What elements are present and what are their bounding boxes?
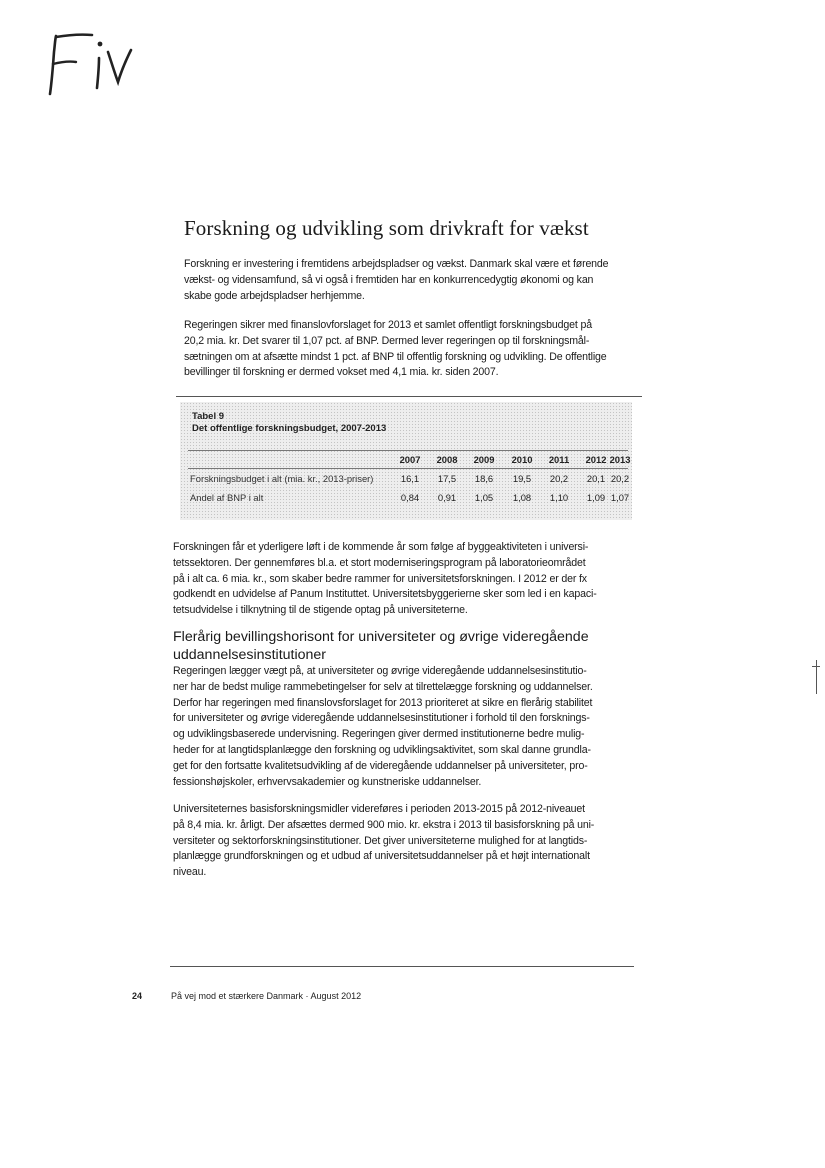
text-line: for universiteter og øvrige videregående uddannelsesinstitutioner i forhold til den forsknings- (173, 712, 590, 725)
table-9 (180, 402, 632, 520)
year-header: 2013 (609, 454, 631, 465)
table-cell: 1,07 (610, 492, 630, 503)
text-line: godkendt en udvidelse af Panum Instituttet. Universitetsbyggerierne sker som led i en kapaci- (173, 588, 597, 601)
table-row-label: Forskningsbudget i alt (mia. kr., 2013-priser) (190, 473, 374, 484)
table-cell: 20,2 (610, 473, 630, 484)
text-line: skabe gode arbejdspladser herhjemme. (184, 289, 365, 302)
table-label: Tabel 9 (192, 411, 225, 422)
year-header: 2008 (436, 454, 458, 465)
text-line: Forskning er investering i fremtidens arbejdspladser og vækst. Danmark skal være et førende (184, 258, 609, 270)
text-line: og udviklingsbaserede undervisning. Regeringen giver dermed institutionerne bedre mulig- (173, 728, 585, 741)
year-header: 2010 (511, 454, 533, 465)
text-line: tetsudvidelse i tilknytning til de stigende optag på universiteterne. (173, 604, 468, 617)
scan-edge-mark (812, 666, 820, 667)
handwritten-note (28, 22, 138, 102)
text-line: Forskningen får et yderligere løft i de kommende år som følge af byggeaktiviteten i universi- (173, 541, 589, 553)
table-cell: 1,05 (474, 492, 494, 503)
paragraph-buildings (173, 540, 648, 619)
text-line: Universiteternes basisforskningsmidler videreføres i perioden 2013-2015 på 2012-niveauet (173, 803, 585, 815)
text-line: niveau. (173, 866, 207, 879)
table-cell: 20,2 (549, 473, 569, 484)
table-row-label: Andel af BNP i alt (190, 492, 264, 503)
section-heading: Flerårig bevillingshorisont for universiteter og øvrige videregående uddannelsesinstitutioner (173, 629, 589, 663)
table-cell: 17,5 (437, 473, 457, 484)
paragraph-horizon (173, 664, 648, 790)
table-cell: 1,09 (586, 492, 606, 503)
paragraph-intro (184, 257, 646, 304)
table-rule (188, 450, 628, 451)
table-cell: 16,1 (400, 473, 420, 484)
table-rule (188, 468, 628, 469)
table-cell: 18,6 (474, 473, 494, 484)
text-line: sætningen om at afsætte mindst 1 pct. af BNP til offentlig forskning og udvikling. De offentlige (184, 350, 607, 363)
text-line: ner har de bedst mulige rammebetingelser for selv at tilrettelægge forskning og uddannelser. (173, 680, 593, 693)
text-line: bevillinger til forskning er dermed vokset med 4,1 mia. kr. siden 2007. (184, 366, 499, 379)
footer-divider (170, 966, 634, 967)
page-title: Forskning og udvikling som drivkraft for vækst (184, 216, 589, 240)
paragraph-budget (184, 318, 646, 381)
text-line: på i alt ca. 6 mia. kr., som skaber bedre rammer for universitetsforskningen. I 2012 er der fx (173, 572, 587, 585)
text-line: planlægge grundforskningen og et udbud af universitetsuddannelser på et højt internationalt (173, 850, 590, 863)
divider (176, 396, 642, 397)
text-line: vækst- og vidensamfund, så vi også i fremtiden har en konkurrencedygtig økonomi og kan (184, 273, 594, 286)
text-line: Derfor har regeringen med finanslovsforslaget for 2013 prioriteret at sikre en flerårig stabilitet (173, 696, 593, 709)
year-header: 2007 (399, 454, 421, 465)
paragraph-basis (173, 802, 648, 881)
year-header: 2012 (585, 454, 607, 465)
text-line: Regeringen lægger vægt på, at universiteter og øvrige videregående uddannelsesinstitutio- (173, 665, 587, 677)
text-line: fessionshøjskoler, erhvervsakademier og kunstneriske uddannelser. (173, 775, 482, 788)
table-cell: 1,10 (549, 492, 569, 503)
table-cell: 0,84 (400, 492, 420, 503)
table-cell: 19,5 (512, 473, 532, 484)
footer-text: På vej mod et stærkere Danmark · August 2012 (171, 991, 362, 1001)
text-line: versiteter og sektorforskningsinstitutioner. Det giver universiteterne mulighed for at langtids- (173, 834, 588, 847)
year-header: 2009 (473, 454, 495, 465)
table-cell: 20,1 (586, 473, 606, 484)
page-number: 24 (132, 991, 143, 1001)
text-line: på 8,4 mia. kr. årligt. Der afsættes dermed 900 mio. kr. ekstra i 2013 til basisforskning på uni- (173, 818, 595, 831)
table-cell: 1,08 (512, 492, 532, 503)
text-line: tetssektoren. Der gennemføres bl.a. et stort moderniseringsprogram på laboratorieområdet (173, 556, 586, 569)
table-title: Det offentlige forskningsbudget, 2007-2013 (192, 423, 387, 434)
text-line: get for den fortsatte kvalitetsudvikling af de videregående uddannelser på universiteter, pro- (173, 759, 588, 772)
text-line: 20,2 mia. kr. Det svarer til 1,07 pct. af BNP. Dermed lever regeringen op til forskningsmål- (184, 334, 590, 347)
text-line: heder for at langtidsplanlægge den forskning og udviklingsaktivitet, som skal danne grundla- (173, 743, 591, 756)
table-caption (192, 411, 386, 435)
table-cell: 0,91 (437, 492, 457, 503)
text-line: Regeringen sikrer med finanslovforslaget for 2013 et samlet offentligt forskningsbudget på (184, 319, 592, 331)
year-header: 2011 (548, 454, 570, 465)
